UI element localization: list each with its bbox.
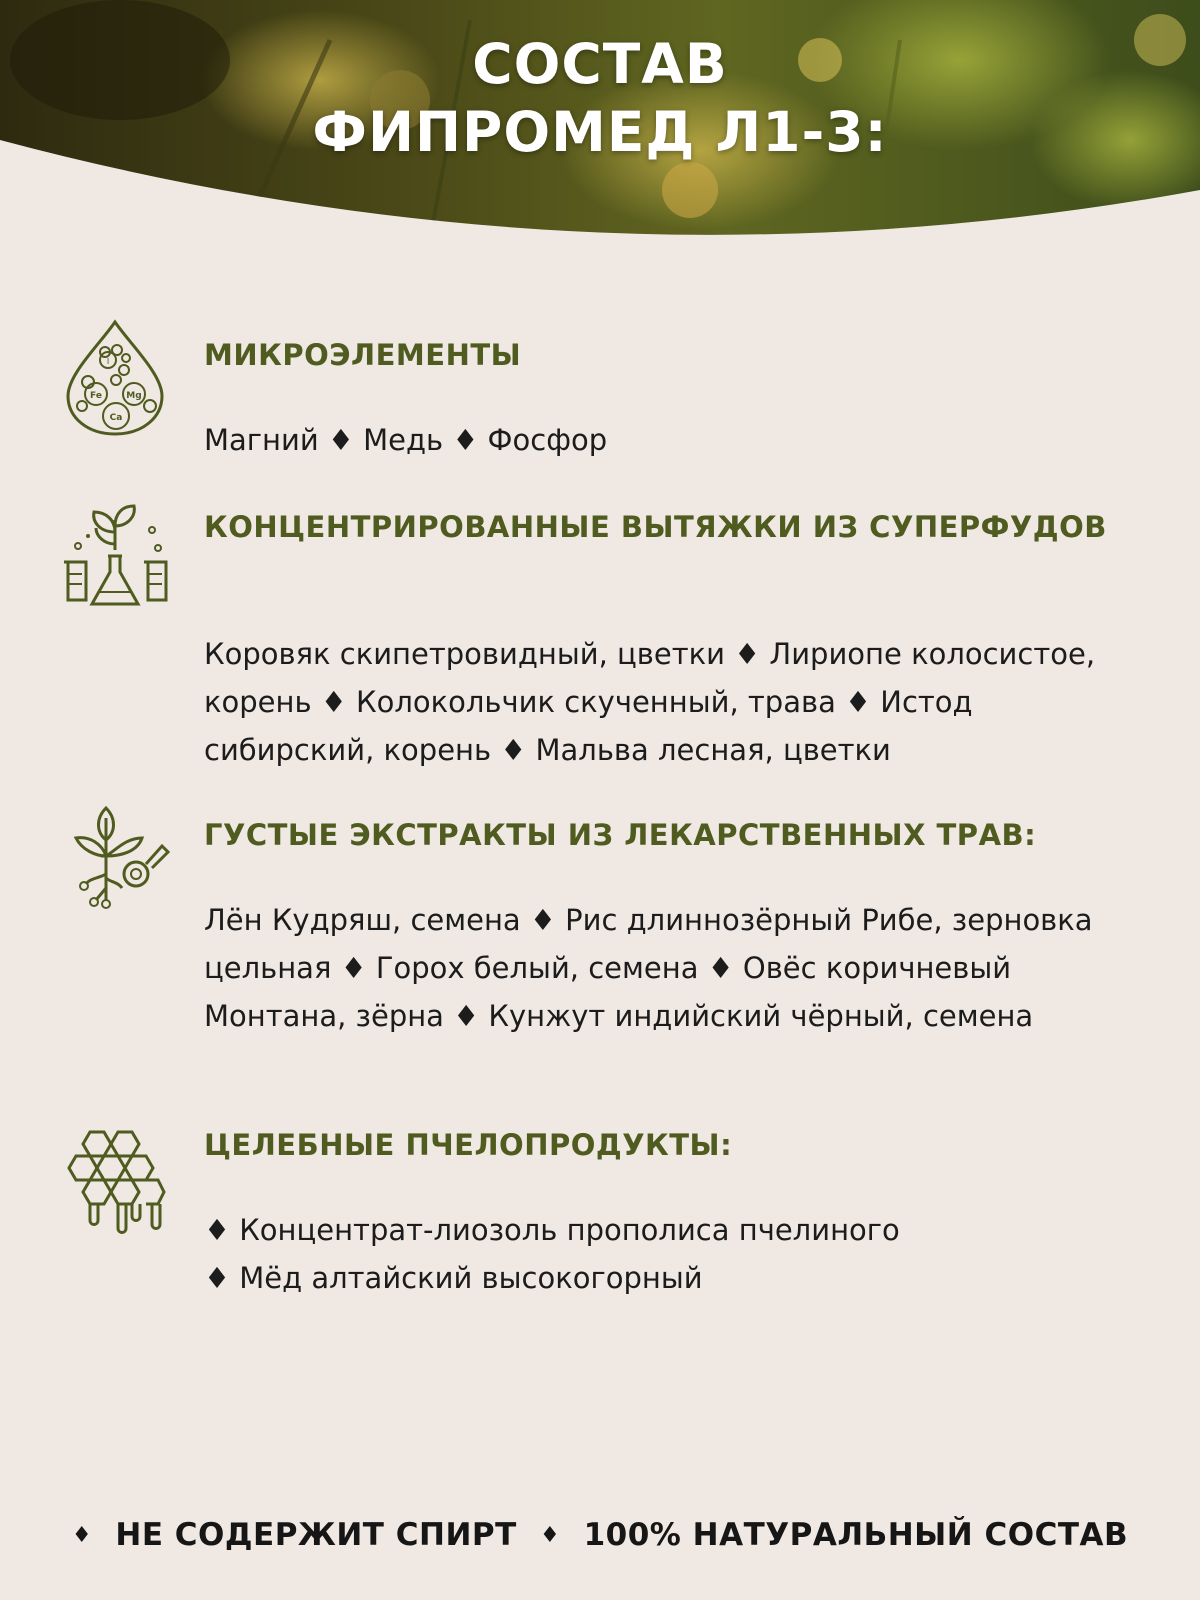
section-body: Коровяк скипетровидный, цветки ♦ Лириопе колосистое, корень ♦ Колокольчик скученный, трава ♦ Истод сибирский, корень ♦ Мальва лесная, цветки xyxy=(204,637,1096,767)
title-line-2: ФИПРОМЕД Л1-3: xyxy=(312,100,888,164)
title-line-1: СОСТАВ xyxy=(472,32,728,96)
honeycomb-icon xyxy=(60,1124,170,1244)
claim-natural: 100% НАТУРАЛЬНЫЙ СОСТАВ xyxy=(583,1517,1129,1553)
mineral-drop-icon xyxy=(60,318,170,438)
section-heading: ЦЕЛЕБНЫЕ ПЧЕЛОПРОДУКТЫ: xyxy=(204,1128,733,1162)
list-item: ♦ Мёд алтайский высокогорный xyxy=(204,1261,703,1295)
list-item: ♦ Концентрат-лиозоль прополиса пчелиного xyxy=(204,1213,900,1247)
lab-flask-plant-icon xyxy=(60,500,170,620)
hero-banner xyxy=(0,0,1200,240)
svg-text:Mg: Mg xyxy=(126,391,142,401)
svg-text:Fe: Fe xyxy=(90,391,102,401)
section-body xyxy=(204,1206,1124,1302)
svg-text:Ca: Ca xyxy=(109,413,123,423)
herb-extract-icon xyxy=(60,804,170,924)
svg-text:I: I xyxy=(106,357,110,366)
section-body: Магний ♦ Медь ♦ Фосфор xyxy=(204,423,608,457)
claim-no-alcohol: НЕ СОДЕРЖИТ СПИРТ xyxy=(115,1517,517,1553)
section-body: Лён Кудряш, семена ♦ Рис длиннозёрный Рибе, зерновка цельная ♦ Горох белый, семена ♦ Овёс коричневый Монтана, зёрна ♦ Кунжут индийский чёрный, семена xyxy=(204,903,1093,1033)
section-heading: КОНЦЕНТРИРОВАННЫЕ ВЫТЯЖКИ ИЗ СУПЕРФУДОВ xyxy=(204,510,1107,544)
footer-claims xyxy=(0,1517,1200,1553)
bullet-diamond: ♦ xyxy=(71,1523,93,1548)
page-title xyxy=(0,30,1200,166)
section-heading: МИКРОЭЛЕМЕНТЫ xyxy=(204,338,522,372)
bullet-diamond: ♦ xyxy=(540,1523,561,1548)
section-heading: ГУСТЫЕ ЭКСТРАКТЫ ИЗ ЛЕКАРСТВЕННЫХ ТРАВ: xyxy=(204,818,1037,852)
